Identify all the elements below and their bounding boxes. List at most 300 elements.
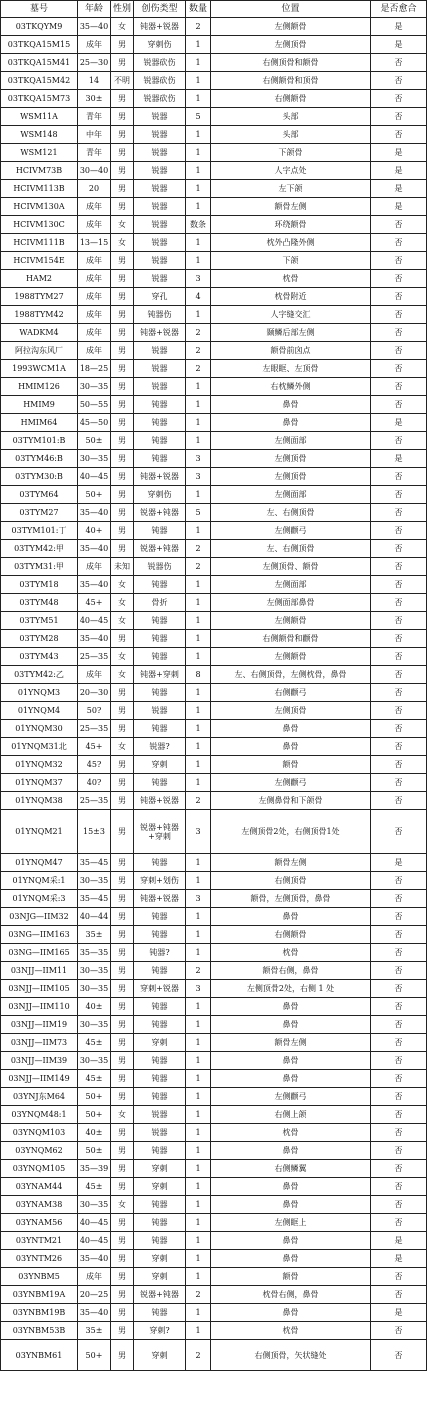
table-cell: 35—45 bbox=[78, 890, 111, 908]
table-cell: 右侧顶骨和额骨 bbox=[211, 54, 371, 72]
table-cell: 40—45 bbox=[78, 612, 111, 630]
table-row bbox=[1, 180, 427, 198]
table-cell: 50+ bbox=[78, 1088, 111, 1106]
header-cell: 创伤类型 bbox=[134, 1, 186, 18]
table-cell: 额骨前囟点 bbox=[211, 342, 371, 360]
table-cell: 钝器伤 bbox=[134, 306, 186, 324]
table-row bbox=[1, 908, 427, 926]
table-cell: 1 bbox=[186, 854, 211, 872]
table-cell: 是 bbox=[371, 198, 427, 216]
table-cell: 成年 bbox=[78, 270, 111, 288]
table-cell: 否 bbox=[371, 980, 427, 998]
table-cell: 锐器 bbox=[134, 198, 186, 216]
table-cell: 01YNQM3 bbox=[1, 684, 78, 702]
table-cell: 穿刺+锐器 bbox=[134, 980, 186, 998]
table-row bbox=[1, 1070, 427, 1088]
header-cell: 性别 bbox=[111, 1, 134, 18]
table-cell: 阿拉沟东风厂 bbox=[1, 342, 78, 360]
table-cell: 男 bbox=[111, 288, 134, 306]
table-cell: 右侧上颌 bbox=[211, 1106, 371, 1124]
table-cell: 否 bbox=[371, 1124, 427, 1142]
table-cell: 右侧额骨 bbox=[211, 926, 371, 944]
table-cell: 否 bbox=[371, 306, 427, 324]
table-cell: 否 bbox=[371, 1322, 427, 1340]
table-cell: 男 bbox=[111, 998, 134, 1016]
table-cell: 03TYM30:B bbox=[1, 468, 78, 486]
table-cell: 男 bbox=[111, 1178, 134, 1196]
table-cell: 左侧额骨 bbox=[211, 648, 371, 666]
table-row bbox=[1, 1160, 427, 1178]
table-row bbox=[1, 36, 427, 54]
table-row bbox=[1, 504, 427, 522]
table-cell: 否 bbox=[371, 720, 427, 738]
table-cell: 男 bbox=[111, 702, 134, 720]
table-cell: HCIVM73B bbox=[1, 162, 78, 180]
table-row bbox=[1, 378, 427, 396]
table-row bbox=[1, 54, 427, 72]
table-cell: 1 bbox=[186, 944, 211, 962]
table-cell: 否 bbox=[371, 998, 427, 1016]
table-cell: 03YNBM19A bbox=[1, 1286, 78, 1304]
header-cell: 年龄 bbox=[78, 1, 111, 18]
table-cell: 钝器? bbox=[134, 944, 186, 962]
table-cell: 男 bbox=[111, 1052, 134, 1070]
table-cell: 1 bbox=[186, 198, 211, 216]
table-cell: 否 bbox=[371, 558, 427, 576]
table-row bbox=[1, 90, 427, 108]
table-cell: 03YNJ东M64 bbox=[1, 1088, 78, 1106]
table-cell: 25—35 bbox=[78, 792, 111, 810]
table-cell: 03TYM42:乙 bbox=[1, 666, 78, 684]
table-cell: 头部 bbox=[211, 126, 371, 144]
table-cell: 锐器+钝器 bbox=[134, 504, 186, 522]
table-cell: 钝器 bbox=[134, 396, 186, 414]
table-row bbox=[1, 1124, 427, 1142]
table-cell: 03NJJ—IIM110 bbox=[1, 998, 78, 1016]
table-cell: 否 bbox=[371, 1142, 427, 1160]
table-cell: 右侧额骨 bbox=[211, 90, 371, 108]
table-cell: 25—35 bbox=[78, 720, 111, 738]
table-cell: 男 bbox=[111, 1286, 134, 1304]
table-cell: 03TKQA15M42 bbox=[1, 72, 78, 90]
table-cell: 男 bbox=[111, 980, 134, 998]
table-cell: 钝器 bbox=[134, 1052, 186, 1070]
table-cell: 1 bbox=[186, 162, 211, 180]
table-cell: 2 bbox=[186, 342, 211, 360]
table-cell: 鼻骨 bbox=[211, 414, 371, 432]
table-cell: 女 bbox=[111, 1196, 134, 1214]
table-cell: 钝器 bbox=[134, 1088, 186, 1106]
table-cell: 锐器? bbox=[134, 738, 186, 756]
table-cell: 鼻骨 bbox=[211, 738, 371, 756]
table-cell: 男 bbox=[111, 962, 134, 980]
table-row bbox=[1, 1304, 427, 1322]
table-cell: 左侧鼻骨和下颌骨 bbox=[211, 792, 371, 810]
table-cell: 男 bbox=[111, 180, 134, 198]
table-cell: 否 bbox=[371, 594, 427, 612]
table-cell: 1 bbox=[186, 1124, 211, 1142]
table-cell: 1 bbox=[186, 144, 211, 162]
table-row bbox=[1, 540, 427, 558]
table-cell: 否 bbox=[371, 378, 427, 396]
table-cell: 钝器+锐器 bbox=[134, 324, 186, 342]
table-cell: 1 bbox=[186, 396, 211, 414]
table-cell: 4 bbox=[186, 288, 211, 306]
table-cell: 女 bbox=[111, 648, 134, 666]
table-cell: 2 bbox=[186, 558, 211, 576]
table-cell: 钝器 bbox=[134, 926, 186, 944]
table-cell: 女 bbox=[111, 576, 134, 594]
table-cell: 35—40 bbox=[78, 576, 111, 594]
table-cell: 左、右侧顶骨 bbox=[211, 540, 371, 558]
table-cell: 锐器 bbox=[134, 360, 186, 378]
table-cell: 3 bbox=[186, 468, 211, 486]
table-cell: HCIVM130C bbox=[1, 216, 78, 234]
table-cell: 否 bbox=[371, 360, 427, 378]
table-cell: 钝器+锐器 bbox=[134, 890, 186, 908]
table-cell: 男 bbox=[111, 252, 134, 270]
table-cell: 03TKQYM9 bbox=[1, 18, 78, 36]
table-cell: 2 bbox=[186, 1340, 211, 1371]
table-row bbox=[1, 594, 427, 612]
table-cell: 1 bbox=[186, 1160, 211, 1178]
table-cell: 否 bbox=[371, 738, 427, 756]
table-cell: 50? bbox=[78, 702, 111, 720]
table-row bbox=[1, 684, 427, 702]
table-cell: 13—15 bbox=[78, 234, 111, 252]
table-cell: 男 bbox=[111, 270, 134, 288]
table-cell: 穿孔 bbox=[134, 288, 186, 306]
table-cell: 2 bbox=[186, 360, 211, 378]
table-cell: 右侧顶骨，矢状缝处 bbox=[211, 1340, 371, 1371]
table-cell: 枕骨 bbox=[211, 270, 371, 288]
table-cell: 未知 bbox=[111, 558, 134, 576]
table-cell: 锐器 bbox=[134, 234, 186, 252]
table-cell: 钝器 bbox=[134, 1232, 186, 1250]
table-cell: 否 bbox=[371, 1052, 427, 1070]
table-cell: 否 bbox=[371, 72, 427, 90]
table-cell: 1988TYM27 bbox=[1, 288, 78, 306]
table-cell: 1 bbox=[186, 738, 211, 756]
table-row bbox=[1, 774, 427, 792]
table-row bbox=[1, 872, 427, 890]
table-cell: 男 bbox=[111, 1304, 134, 1322]
table-row bbox=[1, 944, 427, 962]
table-cell: 男 bbox=[111, 126, 134, 144]
table-cell: 03NG—IIM163 bbox=[1, 926, 78, 944]
table-row bbox=[1, 216, 427, 234]
table-cell: 右侧颧弓 bbox=[211, 684, 371, 702]
table-cell: 锐器砍伤 bbox=[134, 72, 186, 90]
table-cell: 否 bbox=[371, 666, 427, 684]
table-cell: 1 bbox=[186, 1322, 211, 1340]
table-cell: 左侧顶骨 bbox=[211, 36, 371, 54]
table-cell: 钝器 bbox=[134, 908, 186, 926]
table-cell: 否 bbox=[371, 1070, 427, 1088]
table-cell: 左侧颧弓 bbox=[211, 774, 371, 792]
table-cell: 50± bbox=[78, 1142, 111, 1160]
table-cell: 男 bbox=[111, 872, 134, 890]
table-cell: 35—40 bbox=[78, 1250, 111, 1268]
table-cell: 否 bbox=[371, 684, 427, 702]
table-row bbox=[1, 126, 427, 144]
table-cell: 1 bbox=[186, 648, 211, 666]
table-cell: 锐器 bbox=[134, 180, 186, 198]
table-cell: 左、右侧顶骨 bbox=[211, 504, 371, 522]
table-cell: 1 bbox=[186, 1106, 211, 1124]
table-cell: 35—40 bbox=[78, 630, 111, 648]
table-row bbox=[1, 198, 427, 216]
table-cell: 成年 bbox=[78, 666, 111, 684]
table-cell: 额骨 bbox=[211, 1268, 371, 1286]
table-cell: 1 bbox=[186, 522, 211, 540]
table-cell: HCIVM113B bbox=[1, 180, 78, 198]
table-cell: 30—35 bbox=[78, 450, 111, 468]
table-cell: 1 bbox=[186, 1232, 211, 1250]
table-cell: 锐器 bbox=[134, 270, 186, 288]
table-cell: 穿刺 bbox=[134, 1160, 186, 1178]
table-cell: 左侧顶骨 bbox=[211, 702, 371, 720]
table-cell: 男 bbox=[111, 540, 134, 558]
table-cell: 35—40 bbox=[78, 18, 111, 36]
table-cell: 35—40 bbox=[78, 1304, 111, 1322]
table-cell: 否 bbox=[371, 270, 427, 288]
table-cell: 1 bbox=[186, 1250, 211, 1268]
table-cell: 是 bbox=[371, 1304, 427, 1322]
table-cell: 枕骨 bbox=[211, 1124, 371, 1142]
table-cell: 1 bbox=[186, 594, 211, 612]
table-row bbox=[1, 962, 427, 980]
table-cell: 否 bbox=[371, 126, 427, 144]
table-cell: 01YNQM47 bbox=[1, 854, 78, 872]
table-cell: 穿刺 bbox=[134, 1268, 186, 1286]
table-cell: 男 bbox=[111, 1160, 134, 1178]
table-row bbox=[1, 1034, 427, 1052]
table-cell: 骨折 bbox=[134, 594, 186, 612]
table-row bbox=[1, 792, 427, 810]
table-row bbox=[1, 1106, 427, 1124]
table-row bbox=[1, 288, 427, 306]
table-cell: 30—35 bbox=[78, 872, 111, 890]
table-row bbox=[1, 1088, 427, 1106]
table-cell: 40± bbox=[78, 998, 111, 1016]
table-cell: 1 bbox=[186, 612, 211, 630]
table-cell: 25—30 bbox=[78, 54, 111, 72]
table-cell: 是 bbox=[371, 18, 427, 36]
table-cell: 03TKQA15M73 bbox=[1, 90, 78, 108]
table-cell: 穿刺 bbox=[134, 1034, 186, 1052]
table-cell: 是 bbox=[371, 1250, 427, 1268]
table-cell: 男 bbox=[111, 306, 134, 324]
table-cell: 03NG—IIM165 bbox=[1, 944, 78, 962]
table-cell: 鼻骨 bbox=[211, 1178, 371, 1196]
table-cell: 男 bbox=[111, 90, 134, 108]
table-cell: 钝器 bbox=[134, 1304, 186, 1322]
table-cell: 右侧顶骨 bbox=[211, 872, 371, 890]
table-cell: 枕骨 bbox=[211, 944, 371, 962]
table-cell: 男 bbox=[111, 792, 134, 810]
table-cell: 否 bbox=[371, 1034, 427, 1052]
table-cell: 穿刺伤 bbox=[134, 36, 186, 54]
table-row bbox=[1, 1268, 427, 1286]
table-cell: 鼻骨 bbox=[211, 998, 371, 1016]
table-cell: 钝器 bbox=[134, 684, 186, 702]
table-cell: 左侧额骨 bbox=[211, 612, 371, 630]
table-cell: 20—30 bbox=[78, 684, 111, 702]
table-cell: 01YNQM31北 bbox=[1, 738, 78, 756]
table-cell: 钝器 bbox=[134, 774, 186, 792]
header-cell: 数量 bbox=[186, 1, 211, 18]
table-cell: 03TYM51 bbox=[1, 612, 78, 630]
table-cell: 锐器 bbox=[134, 702, 186, 720]
table-cell: 成年 bbox=[78, 1268, 111, 1286]
table-cell: 否 bbox=[371, 908, 427, 926]
table-cell: 男 bbox=[111, 1124, 134, 1142]
table-cell: 8 bbox=[186, 666, 211, 684]
table-cell: 50+ bbox=[78, 486, 111, 504]
table-cell: 左侧顶骨 bbox=[211, 450, 371, 468]
table-cell: 03YNQM103 bbox=[1, 1124, 78, 1142]
table-cell: 女 bbox=[111, 612, 134, 630]
table-cell: 否 bbox=[371, 396, 427, 414]
table-cell: 03NJJ—IIM19 bbox=[1, 1016, 78, 1034]
table-cell: 人字缝交汇 bbox=[211, 306, 371, 324]
table-cell: 否 bbox=[371, 252, 427, 270]
table-cell: 1 bbox=[186, 998, 211, 1016]
table-cell: 1 bbox=[186, 926, 211, 944]
table-cell: 左侧面部 bbox=[211, 432, 371, 450]
table-row bbox=[1, 234, 427, 252]
table-cell: 1 bbox=[186, 1304, 211, 1322]
table-cell: 1 bbox=[186, 180, 211, 198]
table-cell: 01YNQM21 bbox=[1, 810, 78, 854]
table-cell: 否 bbox=[371, 1106, 427, 1124]
table-cell: 钝器 bbox=[134, 450, 186, 468]
table-cell: 否 bbox=[371, 234, 427, 252]
table-cell: 颞鳞后部左侧 bbox=[211, 324, 371, 342]
table-cell: 不明 bbox=[111, 72, 134, 90]
table-cell: 1 bbox=[186, 414, 211, 432]
table-cell: 1 bbox=[186, 432, 211, 450]
table-cell: 否 bbox=[371, 486, 427, 504]
table-cell: 男 bbox=[111, 630, 134, 648]
table-cell: 45± bbox=[78, 1178, 111, 1196]
table-cell: 钝器 bbox=[134, 1070, 186, 1088]
table-cell: 左侧顶骨 bbox=[211, 468, 371, 486]
table-cell: 男 bbox=[111, 432, 134, 450]
table-cell: 男 bbox=[111, 890, 134, 908]
table-cell: 1993WCM1A bbox=[1, 360, 78, 378]
table-cell: WADKM4 bbox=[1, 324, 78, 342]
table-cell: 否 bbox=[371, 612, 427, 630]
table-cell: 青年 bbox=[78, 108, 111, 126]
table-cell: 否 bbox=[371, 288, 427, 306]
table-cell: 否 bbox=[371, 630, 427, 648]
table-cell: 穿刺 bbox=[134, 1178, 186, 1196]
table-cell: 钝器 bbox=[134, 998, 186, 1016]
table-cell: 女 bbox=[111, 738, 134, 756]
table-cell: 否 bbox=[371, 522, 427, 540]
table-cell: 左侧顶骨、额骨 bbox=[211, 558, 371, 576]
table-cell: 45± bbox=[78, 1034, 111, 1052]
table-cell: 03YNTM26 bbox=[1, 1250, 78, 1268]
table-cell: 03TYM42:甲 bbox=[1, 540, 78, 558]
table-cell: 1 bbox=[186, 36, 211, 54]
table-cell: 1 bbox=[186, 126, 211, 144]
table-cell: 45—50 bbox=[78, 414, 111, 432]
table-cell: 左侧颧弓 bbox=[211, 522, 371, 540]
table-cell: 钝器 bbox=[134, 1214, 186, 1232]
table-cell: 03TYM101:B bbox=[1, 432, 78, 450]
table-cell: 否 bbox=[371, 962, 427, 980]
table-cell: 03NJJ—IIM11 bbox=[1, 962, 78, 980]
table-row bbox=[1, 360, 427, 378]
table-cell: HCIVM111B bbox=[1, 234, 78, 252]
table-cell: 否 bbox=[371, 1340, 427, 1371]
table-cell: 男 bbox=[111, 522, 134, 540]
table-cell: 男 bbox=[111, 342, 134, 360]
table-cell: 男 bbox=[111, 198, 134, 216]
table-cell: 45+ bbox=[78, 738, 111, 756]
table-cell: 18—25 bbox=[78, 360, 111, 378]
table-cell: 03TYM28 bbox=[1, 630, 78, 648]
table-row bbox=[1, 414, 427, 432]
table-cell: 锐器伤 bbox=[134, 558, 186, 576]
table-cell: 锐器 bbox=[134, 378, 186, 396]
table-cell: 45? bbox=[78, 756, 111, 774]
table-cell: 1 bbox=[186, 1034, 211, 1052]
table-cell: 30—35 bbox=[78, 1016, 111, 1034]
table-cell: 鼻骨 bbox=[211, 908, 371, 926]
table-cell: HMIM126 bbox=[1, 378, 78, 396]
table-body bbox=[1, 18, 427, 1371]
header-row bbox=[1, 1, 427, 18]
table-cell: 锐器 bbox=[134, 216, 186, 234]
table-cell: 01YNQM32 bbox=[1, 756, 78, 774]
table-cell: 穿刺? bbox=[134, 1322, 186, 1340]
table-cell: 3 bbox=[186, 890, 211, 908]
table-cell: 男 bbox=[111, 414, 134, 432]
table-cell: 男 bbox=[111, 756, 134, 774]
table-cell: 钝器 bbox=[134, 612, 186, 630]
table-cell: 2 bbox=[186, 962, 211, 980]
table-cell: 否 bbox=[371, 648, 427, 666]
table-cell: WSM148 bbox=[1, 126, 78, 144]
table-cell: 男 bbox=[111, 684, 134, 702]
table-cell: 否 bbox=[371, 926, 427, 944]
table-cell: HMIM64 bbox=[1, 414, 78, 432]
table-cell: 否 bbox=[371, 1088, 427, 1106]
table-cell: 1988TYM42 bbox=[1, 306, 78, 324]
table-cell: 左侧眶上 bbox=[211, 1214, 371, 1232]
table-cell: 男 bbox=[111, 1322, 134, 1340]
table-cell: 1 bbox=[186, 1052, 211, 1070]
table-cell: 03TYM48 bbox=[1, 594, 78, 612]
table-cell: 锐器砍伤 bbox=[134, 54, 186, 72]
table-cell: 枕骨附近 bbox=[211, 288, 371, 306]
table-row bbox=[1, 450, 427, 468]
table-cell: 中年 bbox=[78, 126, 111, 144]
table-cell: 01YNQM37 bbox=[1, 774, 78, 792]
table-cell: 钝器 bbox=[134, 432, 186, 450]
table-cell: 钝器+穿刺 bbox=[134, 666, 186, 684]
table-row bbox=[1, 1196, 427, 1214]
table-row bbox=[1, 926, 427, 944]
table-cell: 男 bbox=[111, 1142, 134, 1160]
table-cell: 钝器 bbox=[134, 962, 186, 980]
table-cell: 03NJJ—IIM149 bbox=[1, 1070, 78, 1088]
table-cell: 1 bbox=[186, 1214, 211, 1232]
